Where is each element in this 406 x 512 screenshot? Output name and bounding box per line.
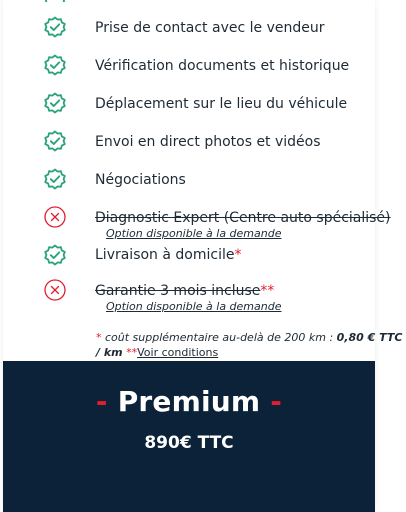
plan-title: - Premium - — [95, 385, 283, 418]
feature-label: Envoi en direct photos et vidéos — [95, 134, 321, 150]
plan-banner — [3, 361, 375, 512]
conditions-link[interactable]: Voir conditions — [137, 346, 219, 359]
plan-price: 890€ TTC — [144, 433, 234, 453]
check-circle-icon — [43, 0, 67, 2]
x-circle-icon — [43, 206, 67, 230]
pricing-note: * coût supplémentaire au-delà de 200 km : 0,80 € TTC / km **Voir conditions — [96, 331, 403, 359]
option-link[interactable]: Option disponible à la demande — [106, 227, 282, 240]
feature-label: Déplacement sur le lieu du véhicule — [95, 96, 348, 112]
check-circle-icon — [43, 92, 67, 116]
option-link[interactable]: Option disponible à la demande — [106, 300, 282, 313]
feature-label: Garantie 3 mois incluse** — [95, 283, 275, 299]
check-circle-icon — [43, 16, 67, 40]
premium-offer-card — [3, 0, 403, 512]
check-circle-icon — [43, 130, 67, 154]
check-circle-icon — [43, 168, 67, 192]
feature-label: Livraison à domicile* — [95, 247, 242, 263]
feature-label: Prise de contact avec le vendeur — [95, 20, 325, 36]
double-asterisk-marker: ** — [260, 283, 275, 299]
asterisk-marker: * — [234, 247, 242, 263]
check-circle-icon — [43, 244, 67, 268]
x-circle-icon — [43, 279, 67, 303]
feature-label: Vérification documents et historique — [95, 58, 350, 74]
check-circle-icon — [43, 54, 67, 78]
feature-label: Diagnostic Expert (Centre auto spécialisé) — [95, 210, 391, 226]
feature-label: Négociations — [95, 172, 186, 188]
